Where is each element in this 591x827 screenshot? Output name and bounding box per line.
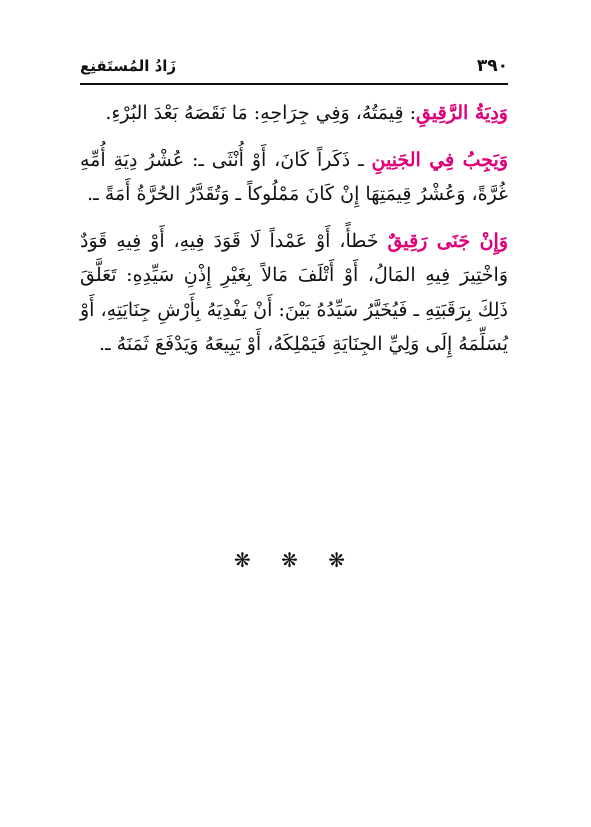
paragraph-text: : قِيمَتُهُ، وَفِي جِرَاحِهِ: مَا نَقَصَهُ بَعْدَ البُرْءِ. (105, 102, 417, 124)
header-rule (80, 83, 508, 85)
section-separator: ❋ ❋ ❋ (234, 548, 357, 572)
paragraph-term: وَإِنْ جَنَى رَقِيقٌ (387, 229, 509, 252)
paragraph-fetus (80, 143, 508, 212)
paragraph-slave-crime (80, 224, 508, 362)
paragraph-text: ـ ذَكَراً كَانَ، أَوْ أُنْثَى ـ: عُشْرُ دِيَةِ أُمِّهِ غُرَّةً، وَعُشْرُ قِيمَتِهَا إِنْ كَانَ مَمْلُوكاً ـ وَتُقَدَّرُ الحُرَّةُ أَمَةً ـ. (80, 148, 508, 205)
paragraph-slave-blood-money (80, 96, 508, 131)
running-head (80, 56, 508, 86)
paragraph-term: وَدِيَةُ الرَّقِيقِ (416, 102, 508, 124)
book-title: زَادُ المُستَقنِع (80, 57, 177, 75)
page-number: ٣٩٠ (476, 56, 508, 76)
body-text (80, 96, 508, 374)
paragraph-term: وَيَجِبُ فِي الجَنِينِ (371, 148, 508, 171)
paragraph-text: خَطأً، أَوْ عَمْداً لَا قَوَدَ فِيهِ، أَوْ فِيهِ قَوَدٌ وَاخْتِيرَ فِيهِ المَالُ، أَوْ أَتْلَفَ مَالاً بِغَيْرِ إِذْنِ سَيِّدِهِ: تَعَلَّقَ ذَلِكَ بِرَقَبَتِهِ ـ فَيُخَيَّرُ سَيِّدُهُ بَيْنَ: أَنْ يَفْدِيَهُ بِأَرْشِ جِنَايَتِهِ، أَوْ يُسَلِّمَهُ إِلَى وَلِيِّ الجِنَايَةِ فَيَمْلِكَهُ، أَوْ يَبِيعَهُ وَيَدْفَعَ ثَمَنَهُ ـ. (80, 229, 508, 355)
